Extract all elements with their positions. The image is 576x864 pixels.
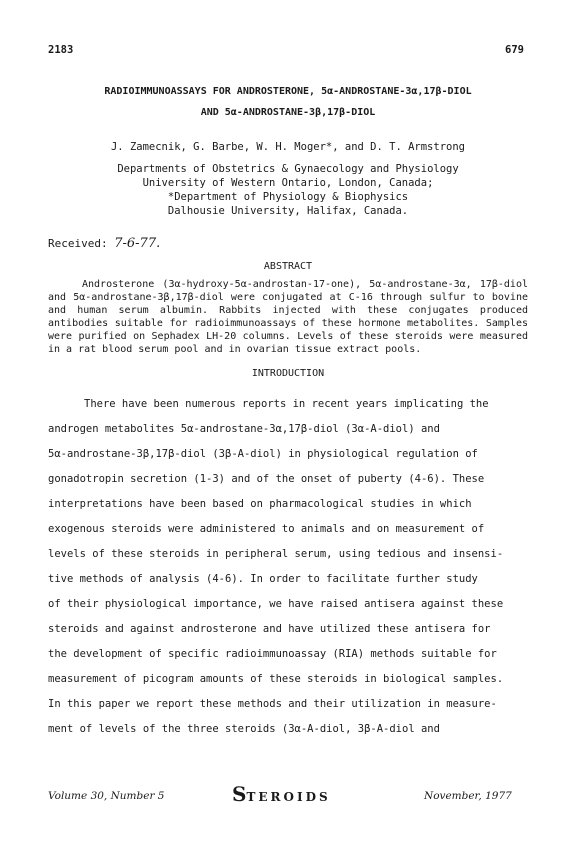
volume-info: Volume 30, Number 5 <box>48 790 165 802</box>
intro-line-8: tive methods of analysis (4-6). In order to facilitate further study <box>48 573 478 585</box>
intro-line-4: gonadotropin secretion (1-3) and of the onset of puberty (4-6). These <box>48 473 485 485</box>
journal-logo-initial: S <box>232 782 247 806</box>
intro-line-12: measurement of picogram amounts of these steroids in biological samples. <box>48 673 504 685</box>
intro-line-6: exogenous steroids were administered to animals and on measurement of <box>48 523 485 535</box>
abstract-text: Androsterone (3α-hydroxy-5α-androstan-17-one), 5α-androstane-3α, 17β-diol and 5α-androstane-3β,17β-diol were conjugated at C-16 through sulfur to bovine and human serum albumin. Rabbits injected with these conjugates produced antibodies suitable for radioimmunoassays of these hormone metabolites. Samples were purified on Sephadex LH-20 columns. Levels of these steroids were measured in a rat blood serum pool and in ovarian tissue extract pools. <box>48 279 528 355</box>
intro-line-13: In this paper we report these methods and their utilization in measure- <box>48 698 497 710</box>
abstract-body <box>48 278 528 356</box>
intro-line-3: 5α-androstane-3β,17β-diol (3β-A-diol) in physiological regulation of <box>48 448 478 460</box>
intro-line-9: of their physiological importance, we have raised antisera against these <box>48 598 504 610</box>
received-line <box>48 236 160 251</box>
intro-line-7: levels of these steroids in peripheral serum, using tedious and insensi- <box>48 548 504 560</box>
author-list: J. Zamecnik, G. Barbe, W. H. Moger*, and D. T. Armstrong <box>110 141 465 153</box>
affiliation-line-1: Departments of Obstetrics & Gynaecology and Physiology <box>117 163 459 175</box>
received-label: Received: <box>48 237 108 250</box>
intro-line-10: steroids and against androsterone and have utilized these antisera for <box>48 623 491 635</box>
affiliation-line-2: University of Western Ontario, London, Canada; <box>142 177 434 189</box>
paper-title-line-1: RADIOIMMUNOASSAYS FOR ANDROSTERONE, 5α-ANDROSTANE-3α,17β-DIOL <box>104 86 472 97</box>
journal-logo-rest: TEROIDS <box>246 790 331 804</box>
abstract-heading: ABSTRACT <box>263 261 313 272</box>
introduction-heading: INTRODUCTION <box>251 368 325 379</box>
intro-line-1: There have been numerous reports in recent years implicating the <box>84 398 489 410</box>
paper-title-line-2: AND 5α-ANDROSTANE-3β,17β-DIOL <box>200 107 376 118</box>
issue-date: November, 1977 <box>424 790 512 802</box>
intro-line-14: ment of levels of the three steroids (3α-A-diol, 3β-A-diol and <box>48 723 440 735</box>
received-date: 7-6-77. <box>114 236 161 251</box>
page-number-right: 679 <box>505 44 524 56</box>
page-number-left: 2183 <box>48 44 74 56</box>
intro-line-11: the development of specific radioimmunoassay (RIA) methods suitable for <box>48 648 497 660</box>
affiliation-line-3: *Department of Physiology & Biophysics <box>167 191 409 203</box>
affiliation-line-4: Dalhousie University, Halifax, Canada. <box>167 205 409 217</box>
journal-logo <box>232 782 331 806</box>
intro-line-5: interpretations have been based on pharmacological studies in which <box>48 498 472 510</box>
intro-line-2: androgen metabolites 5α-androstane-3α,17β-diol (3α-A-diol) and <box>48 423 440 435</box>
